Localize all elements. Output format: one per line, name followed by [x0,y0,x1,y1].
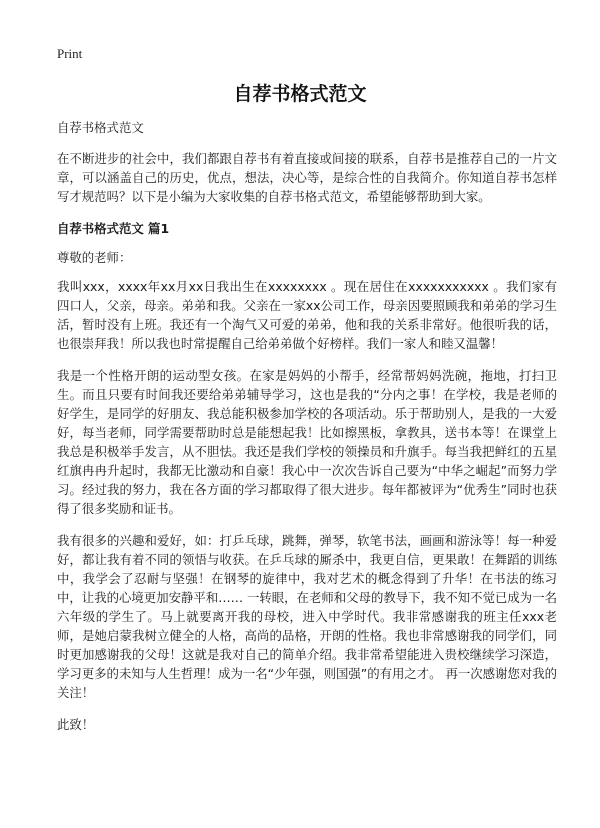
body-paragraph-personality: 我是一个性格开朗的运动型女孩。在家是妈妈的小帮手，经常帮妈妈洗碗，拖地，打扫卫生。而且只要有时间我还要给弟弟辅导学习，这也是我的“分内之事！在学校，我是老师的好学生，是同学的好朋友、我总能积极参加学校的各项活动。乐于帮助别人，是我的一大爱好，每当老师，同学需要帮助时总是能想起我！比如擦黑板，拿教具，送书本等！在课堂上我总是积极举手发言，从不胆怯。我还是我们学校的领操员和升旗手。每当我把鲜红的五星红旗冉冉升起时，我都无比激动和自豪！我心中一次次告诉自己要为“中华之崛起”而努力学习。经过我的努力，我在各方面的学习都取得了很大进步。每年都被评为“优秀生”同时也获得了很多奖励和证书。 [57,368,557,516]
body-paragraph-family: 我叫xxx，xxxx年xx月xx日我出生在xxxxxxxx 。现在居住在xxxxxxxxxxx 。我们家有四口人，父亲，母亲。弟弟和我。父亲在一家xx公司工作，母亲因要照顾我和弟弟的学习生活，暂时没有上班。我还有一个淘气又可爱的弟弟，他和我的关系非常好。他很听我的话，也很崇拜我！所以我也时常提醒自己给弟弟做个好榜样。我们一家人和睦又温馨！ [57,279,557,351]
article-subtitle: 自荐书格式范文 [57,120,144,135]
intro-paragraph: 在不断进步的社会中，我们都跟自荐书有着直接或间接的联系，自荐书是推荐自己的一片文章，可以涵盖自己的历史，优点，想法，决心等，是综合性的自我简介。你知道自荐书怎样写才规范吗？以下是小编为大家收集的自荐书格式范文，希望能够帮助到大家。 [57,151,557,204]
page-title: 自荐书格式范文 [233,83,367,105]
closing-line: 此致！ [57,717,95,732]
article-body [57,118,557,734]
print-link[interactable]: Print [57,46,83,61]
section-heading: 自荐书格式范文 篇1 [57,221,170,236]
body-paragraph-hobbies: 我有很多的兴趣和爱好，如：打乒乓球，跳舞，弹琴，软笔书法，画画和游泳等！每一种爱好，都让我有着不同的领悟与收获。在乒乓球的厮杀中，我更自信，更果敢！在舞蹈的训练中，我学会了忍耐与坚强！在钢琴的旋律中，我对艺术的概念得到了升华！在书法的练习中，让我的心境更加安静平和…… 一转眼，在老师和父母的教导下，我不知不觉已成为一名六年级的学生了。马上就要离开我的母校，进入中学时代。我非常感谢我的班主任xxx老师，是她启蒙我树立健全的人格，高尚的品格，开朗的性格。我也非常感谢我的同学们，同时更加感谢我的父母！这就是我对自己的简单介绍。我非常希望能进入贵校继续学习深造，学习更多的未知与人生哲理！成为一名“少年强，则国强”的有用之才。 再一次感谢您对我的关注！ [57,533,558,700]
salutation: 尊敬的老师： [57,250,132,265]
